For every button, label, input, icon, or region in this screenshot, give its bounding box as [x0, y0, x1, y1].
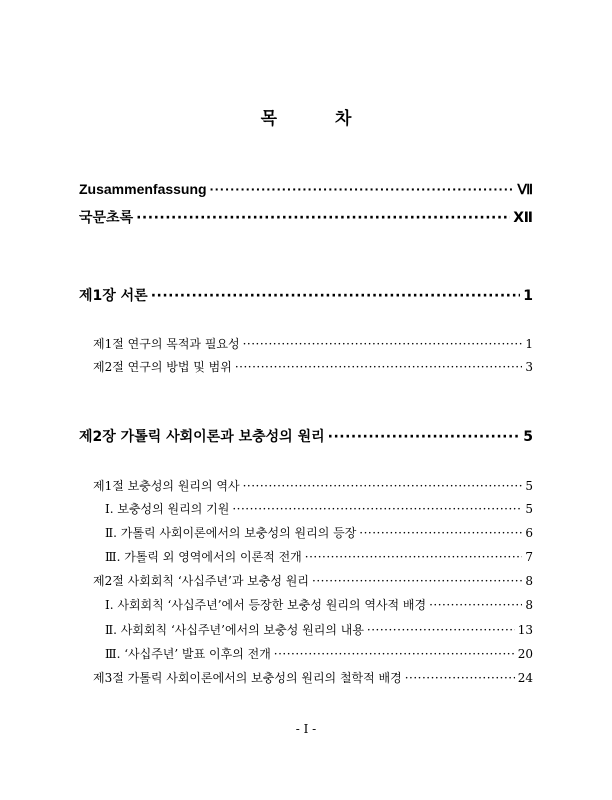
- toc-entry-page: 24: [517, 671, 533, 685]
- toc-entry-label: 제1장 서론: [79, 288, 148, 304]
- toc-entry-ch2-sec1-sub2[interactable]: [105, 524, 533, 541]
- dot-leader: [305, 550, 523, 564]
- dot-leader: [429, 598, 522, 612]
- toc-entry-ch2-sec1-sub3[interactable]: [105, 548, 533, 565]
- toc-entry-label: 제2장 가톨릭 사회이론과 보충성의 원리: [79, 429, 325, 445]
- toc-entry-ch2-sec1[interactable]: [93, 477, 533, 494]
- toc-entry-page: 1: [523, 288, 533, 304]
- toc-entry-page: 7: [525, 550, 533, 564]
- toc-entry-page: 3: [525, 360, 533, 374]
- toc-entry-label: 제2절 연구의 방법 및 범위: [93, 360, 232, 374]
- dot-leader: [232, 502, 522, 516]
- dot-leader: [151, 288, 521, 304]
- toc-title: 목 차: [260, 109, 378, 129]
- dot-leader: [243, 337, 523, 351]
- toc-entry-chapter-1[interactable]: [79, 285, 533, 305]
- toc-entry-label: Ⅲ. 가톨릭 외 영역에서의 이론적 전개: [105, 550, 302, 564]
- toc-entry-ch2-sec2-sub1[interactable]: [105, 596, 533, 613]
- toc-entry-page: 8: [525, 574, 533, 588]
- toc-entry-label: Ⅱ. 사회회칙 ‘사십주년’에서의 보충성 원리의 내용: [105, 623, 364, 637]
- toc-entry-ch2-sec2-sub3[interactable]: [105, 645, 533, 662]
- toc-entry-chapter-2[interactable]: [79, 426, 533, 446]
- toc-entry-page: Ⅻ: [513, 210, 533, 226]
- toc-entry-label: 제3절 가톨릭 사회이론에서의 보충성의 원리의 철학적 배경: [93, 671, 402, 685]
- toc-entry-label: Ⅱ. 가톨릭 사회이론에서의 보충성의 원리의 등장: [105, 526, 357, 540]
- toc-entry-ch2-sec3[interactable]: [93, 669, 533, 686]
- page-number-footer: - Ⅰ -: [295, 722, 317, 736]
- toc-entry-page: 13: [517, 623, 533, 637]
- dot-leader: [328, 429, 521, 445]
- dot-leader: [210, 181, 515, 197]
- dot-leader: [274, 647, 515, 661]
- toc-entry-label: Ⅰ. 사회회칙 ‘사십주년’에서 등장한 보충성 원리의 역사적 배경: [105, 598, 427, 612]
- toc-entry-label: 제2절 사회회칙 ‘사십주년’과 보충성 원리: [93, 574, 309, 588]
- toc-entry-ch2-sec2-sub2[interactable]: [105, 621, 533, 638]
- toc-entry-page: 6: [525, 526, 533, 540]
- toc-entry-page: 5: [525, 479, 533, 493]
- toc-entry-ch1-sec2[interactable]: [93, 358, 533, 375]
- toc-entry-label: Ⅰ. 보충성의 원리의 기원: [105, 502, 230, 516]
- dot-leader: [136, 210, 510, 226]
- toc-entry-page: 8: [525, 598, 533, 612]
- toc-entry-zusammenfassung[interactable]: [79, 181, 533, 198]
- dot-leader: [243, 479, 523, 493]
- toc-entry-page: 5: [525, 502, 533, 516]
- dot-leader: [312, 574, 522, 588]
- toc-entry-label: Ⅲ. ‘사십주년’ 발표 이후의 전개: [105, 647, 271, 661]
- toc-entry-label: 제1절 보충성의 원리의 역사: [93, 479, 240, 493]
- toc-entry-korean-abstract[interactable]: [79, 207, 533, 227]
- toc-entry-ch2-sec1-sub1[interactable]: [105, 500, 533, 517]
- toc-entry-ch2-sec2[interactable]: [93, 572, 533, 589]
- dot-leader: [405, 671, 515, 685]
- toc-entry-page: 1: [525, 337, 533, 351]
- dot-leader: [235, 360, 523, 374]
- dot-leader: [359, 526, 522, 540]
- toc-entry-page: Ⅶ: [517, 181, 533, 197]
- toc-entry-label: 국문초록: [79, 210, 134, 226]
- toc-entry-page: 5: [523, 429, 533, 445]
- toc-entry-label: Zusammenfassung: [79, 181, 207, 197]
- toc-entry-label: 제1절 연구의 목적과 필요성: [93, 337, 240, 351]
- toc-entry-ch1-sec1[interactable]: [93, 335, 533, 352]
- toc-entry-page: 20: [517, 647, 533, 661]
- dot-leader: [367, 623, 515, 637]
